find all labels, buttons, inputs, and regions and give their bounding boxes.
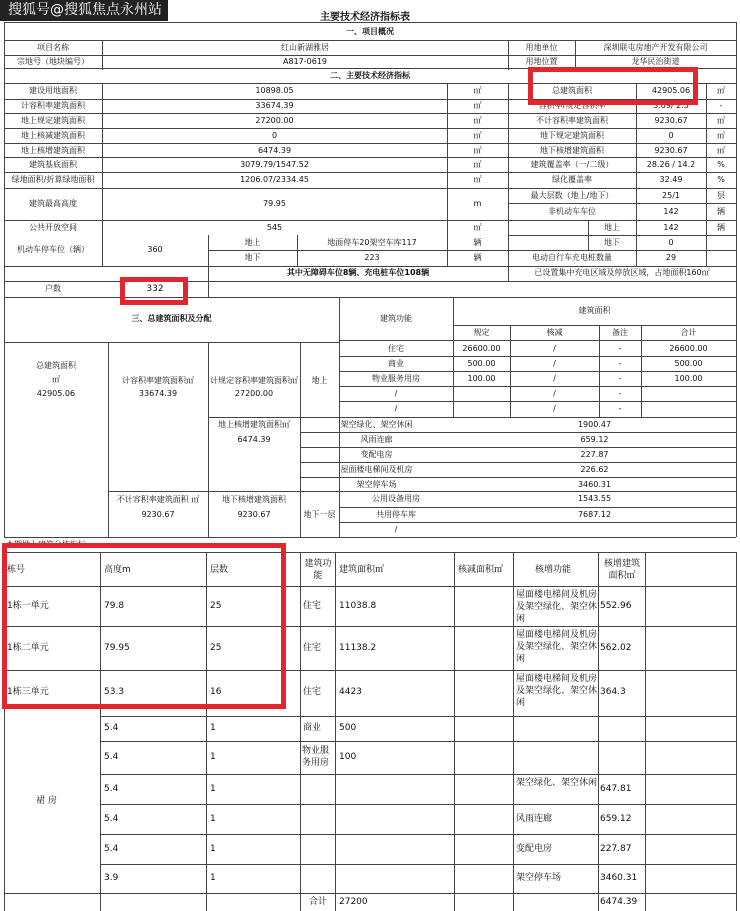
document-title: 主要技术经济指标表 [320,12,410,23]
underground-row-func: 公用设备用房 [372,494,420,503]
indicator-right-value: 25/1 [662,191,680,200]
building-table-caption: 本期地上建筑分栋指标 [6,540,86,549]
increase-row-func: 架空绿化、架空休闲 [340,420,413,429]
function-row-func: 住宅 [388,344,404,353]
indicator-left-unit: ㎡ [473,86,482,95]
indicator-right-unit: % [717,160,725,169]
parking-below-label: 地下 [244,253,261,262]
podium-row-height: 5.4 [104,784,119,794]
building-row-inc-area: 562.02 [600,643,632,653]
indicator-right-value: 42905.06 [651,86,691,95]
max-height-unit: m [473,199,482,208]
parking-above-unit: 辆 [473,238,482,247]
public-space-unit: ㎡ [473,223,482,232]
indicator-left-label: 计容积率建筑面积 [21,101,85,110]
function-row-reduced: / [553,389,556,398]
indicator-right-unit: ㎡ [717,116,725,125]
area-header: 建筑面积 [578,306,611,315]
indicator-right-value: 0 [668,131,674,140]
function-row-total: 500.00 [674,359,703,368]
increase-row-value: 659.12 [580,435,609,444]
building-row-inc-function: 屋面楼电梯间及机房及架空绿化、架空休闲 [516,630,598,665]
col-header-building: 栋号 [7,565,26,575]
function-row-regulated: 500.00 [467,359,496,368]
indicator-right-value: 28.26 / 14.2 [646,160,696,169]
podium-row-function: 商业 [303,723,322,733]
increase-row-value: 1900.47 [577,420,612,429]
sub-header-regulated: 规定 [473,328,490,337]
underground-increase-value: 9230.67 [237,510,271,519]
building-row-height: 53.3 [104,687,125,697]
indicator-left-value: 6474.39 [257,146,292,155]
sum-inc-area: 6474.39 [600,897,638,907]
parking-total: 360 [147,245,163,254]
building-row-floors: 25 [210,643,222,653]
highlight-households [120,277,188,305]
non-far-area-label: 不计容积率建筑面积 ㎡ [116,495,200,504]
indicator-right-value: 3.09/ 2.5 [653,101,689,110]
total-area-value: 42905.06 [36,389,76,398]
highlight-building-heights [2,540,286,709]
sub-header-total: 合计 [680,328,697,337]
section-1-title: 一、项目概况 [346,27,394,36]
function-row-reduced: / [553,404,556,413]
indicator-right-unit: ㎡ [717,131,725,140]
building-row-id: 1栋二单元 [7,643,49,653]
podium-row-inc-area: 227.87 [600,844,632,854]
sub-header-reduced: 核减 [546,328,563,337]
function-row-note: - [618,359,622,368]
indicator-right-label: 绿化覆盖率 [552,175,592,184]
increase-row-func: 屋面楼电梯间及机房 [340,465,413,474]
podium-row-area: 500 [339,723,357,733]
indicator-right-value: 142 [663,207,679,216]
building-row-area: 11138.2 [339,643,377,653]
indicator-left-label: 地上规定建筑面积 [21,116,85,125]
function-row-func: 商业 [388,359,404,368]
building-row-function: 住宅 [303,601,322,611]
col-header-area: 建筑面积㎡ [339,565,385,575]
regulated-area-label: 计规定容积率建筑面积㎡ [210,376,298,385]
function-row-regulated: 26600.00 [462,344,501,353]
function-row-regulated: 100.00 [467,374,496,383]
function-header: 建筑功能 [380,314,412,323]
bike-area-note: 已设置集中充电区域及停放区域，占地面积160㎡ [534,268,710,277]
function-row-note: - [618,374,622,383]
building-row-area: 11038.8 [339,601,377,611]
indicator-left-label: 建设用地面积 [29,86,77,95]
land-location-value: 龙华民治街道 [631,57,680,66]
col-header-inc-function: 核增功能 [535,565,572,575]
section-2-title: 二、主要技术经济指标 [330,71,410,80]
building-row-floors: 25 [210,601,222,611]
podium-row-area: 100 [339,752,357,762]
function-row-func: / [394,389,398,398]
increase-row-value: 3460.31 [577,480,612,489]
function-row-reduced: / [553,359,556,368]
building-row-id: 1栋一单元 [7,601,49,611]
podium-row-floors: 1 [210,814,216,824]
indicator-left-value: 1206.07/2334.45 [240,175,309,184]
total-area-unit: ㎡ [52,375,60,384]
indicator-left-label: 地上核增建筑面积 [21,146,85,155]
increase-row-func: 风雨连廊 [360,435,393,444]
indicator-right-value: 32.49 [659,175,683,184]
sum-area: 27200 [339,897,368,907]
building-row-inc-function: 屋面楼电梯间及机房及架空绿化、架空休闲 [516,674,598,709]
function-row-note: - [618,404,622,413]
total-area-label: 总建筑面积 [36,361,76,370]
increase-area-value: 6474.39 [237,435,271,444]
increase-row-func: 变配电房 [360,450,393,459]
indicator-left-unit: ㎡ [473,131,482,140]
function-row-reduced: / [553,374,556,383]
parking-above-label: 地上 [244,238,261,247]
increase-row-value: 227.87 [580,450,609,459]
indicator-left-label: 绿地面积/折算绿地面积 [11,175,95,184]
building-row-function: 住宅 [303,643,322,653]
highlight-total-area [528,67,698,105]
underground-row-value: 1543.55 [577,494,612,503]
increase-area-label: 地上核增建筑面积㎡ [218,420,290,429]
lot-number-label: 宗地号（地块编号） [17,57,89,66]
function-row-func: 物业服务用房 [372,374,420,383]
land-unit-value: 深圳联屯房地产开发有限公司 [603,43,708,52]
land-unit-label: 用地单位 [525,43,558,52]
podium-row-inc-function: 风雨连廊 [516,814,553,824]
public-space-value: 545 [266,223,283,232]
podium-label: 裙 房 [36,796,57,806]
podium-row-inc-function: 架空绿化、架空休闲 [516,778,598,788]
indicator-left-unit: ㎡ [473,175,482,184]
public-space-label: 公共开放空间 [29,223,77,232]
function-row-total: 26600.00 [669,344,708,353]
project-name-label: 项目名称 [37,43,69,52]
building-row-inc-function: 屋面楼电梯间及机房及架空绿化、架空休闲 [516,590,598,625]
increase-row-func: 架空停车场 [356,480,397,489]
indicator-left-unit: ㎡ [473,146,482,155]
indicator-left-value: 33674.39 [255,101,294,110]
bike-above-label: 地上 [604,223,620,232]
sum-label: 合计 [309,897,328,907]
podium-row-inc-function: 架空停车场 [516,873,562,883]
indicator-left-value: 10898.05 [255,86,294,95]
function-row-note: - [618,344,622,353]
indicator-right-value: 9230.67 [654,146,688,155]
indicator-right-unit: ㎡ [717,146,725,155]
indicator-right-unit: 辆 [717,207,725,216]
function-row-total: 100.00 [674,374,703,383]
parking-below-value: 223 [364,253,380,262]
indicator-right-label: 地下规定建筑面积 [540,131,604,140]
bike-charge-value: 29 [665,253,677,262]
podium-row-inc-area: 3460.31 [600,873,638,883]
function-row-reduced: / [553,344,556,353]
building-row-height: 79.95 [104,643,130,653]
far-area-label: 计容积率建筑面积㎡ [122,376,194,385]
building-row-id: 1栋三单元 [7,687,49,697]
podium-row-height: 5.4 [104,844,119,854]
bike-below-label: 地下 [604,238,620,247]
col-header-floors: 层数 [210,565,229,575]
non-far-area-value: 9230.67 [141,510,175,519]
indicator-left-value: 0 [271,131,278,140]
bike-below-value: 0 [668,238,674,247]
underground-row-func: 共用停车库 [376,510,416,519]
podium-row-height: 5.4 [104,814,119,824]
increase-row-value: 226.62 [580,465,609,474]
indicator-right-label: 建筑覆盖率（一/二级） [530,160,614,169]
land-location-label: 用地位置 [525,57,558,66]
indicator-left-unit: ㎡ [473,116,482,125]
podium-row-height: 3.9 [104,873,119,883]
underground-row-func: / [394,525,398,534]
podium-row-floors: 1 [210,784,216,794]
col-header-height: 高度m [104,565,131,575]
podium-row-floors: 1 [210,873,216,883]
building-row-height: 79.8 [104,601,125,611]
above-ground-label: 地上 [311,376,328,385]
building-row-area: 4423 [339,687,362,697]
podium-row-height: 5.4 [104,723,119,733]
households-value: 332 [146,284,164,294]
building-row-inc-area: 552.96 [600,601,632,611]
bike-above-value: 142 [663,223,679,232]
lot-number-value: A817-0619 [283,57,327,66]
indicator-right-unit: 层 [717,191,725,200]
indicator-right-unit: - [719,101,723,110]
bike-charge-label: 电动自行车充电桩数量 [532,253,612,262]
parking-below-unit: 辆 [473,253,482,262]
indicator-left-unit: ㎡ [473,101,482,110]
function-row-note: - [618,389,622,398]
building-row-function: 住宅 [303,687,322,697]
podium-row-height: 5.4 [104,752,119,762]
parking-note: 其中无障碍车位8辆、充电桩车位108辆 [286,268,430,277]
podium-row-function: 物业服务用房 [302,746,330,769]
bike-above-unit: 辆 [717,223,725,232]
underground-row-value: 7687.12 [577,510,612,519]
indicator-left-value: 3079.79/1547.52 [240,160,309,169]
indicator-right-unit: % [717,175,725,184]
indicator-right-label: 容积率/规定容积率 [538,101,606,110]
podium-row-inc-area: 647.81 [600,784,632,794]
building-row-inc-area: 364.3 [600,687,626,697]
indicator-left-unit: ㎡ [473,160,482,169]
col-header-inc-area: 核增建筑面积㎡ [603,559,640,582]
building-row-floors: 16 [210,687,222,697]
podium-row-inc-function: 变配电房 [516,844,553,854]
function-row-func: / [394,404,398,413]
podium-row-floors: 1 [210,844,216,854]
far-area-value: 33674.39 [138,389,178,398]
col-header-function: 建筑功能 [304,559,332,582]
indicator-right-label: 最大层数（地上/地下） [530,191,614,200]
indicator-right-value: 9230.67 [654,116,688,125]
project-name-value: 红山新湖雅居 [281,43,329,52]
indicator-left-label: 建筑基底面积 [29,160,77,169]
sub-header-note: 备注 [612,328,628,337]
indicator-right-label: 总建筑面积 [552,86,592,95]
indicator-left-label: 地上核减建筑面积 [21,131,85,140]
parking-above-desc: 地面停车20架空车库117 [327,238,417,247]
podium-row-floors: 1 [210,752,216,762]
indicator-right-label: 地下核增建筑面积 [540,146,604,155]
max-height-label: 建筑最高高度 [29,199,77,208]
regulated-area-value: 27200.00 [234,389,274,398]
underground-increase-label: 地下核增建筑面积 [222,495,286,504]
indicator-left-value: 27200.00 [255,116,294,125]
indicator-right-label: 非机动车车位 [548,207,596,216]
podium-row-inc-area: 659.12 [600,814,632,824]
col-header-reduced: 核减面积㎡ [458,565,504,575]
indicator-right-label: 不计容积率建筑面积 [536,116,608,125]
parking-label: 机动车停车位（辆） [17,245,89,254]
basement-label: 地下一层 [303,510,336,519]
source-watermark: 搜狐号@搜狐焦点永州站 [0,0,168,21]
section-3-title: 三、总建筑面积及分配 [131,314,212,323]
podium-row-floors: 1 [210,723,216,733]
households-label: 户数 [45,284,61,293]
indicator-right-unit: ㎡ [717,86,725,95]
max-height-value: 79.95 [263,199,286,208]
